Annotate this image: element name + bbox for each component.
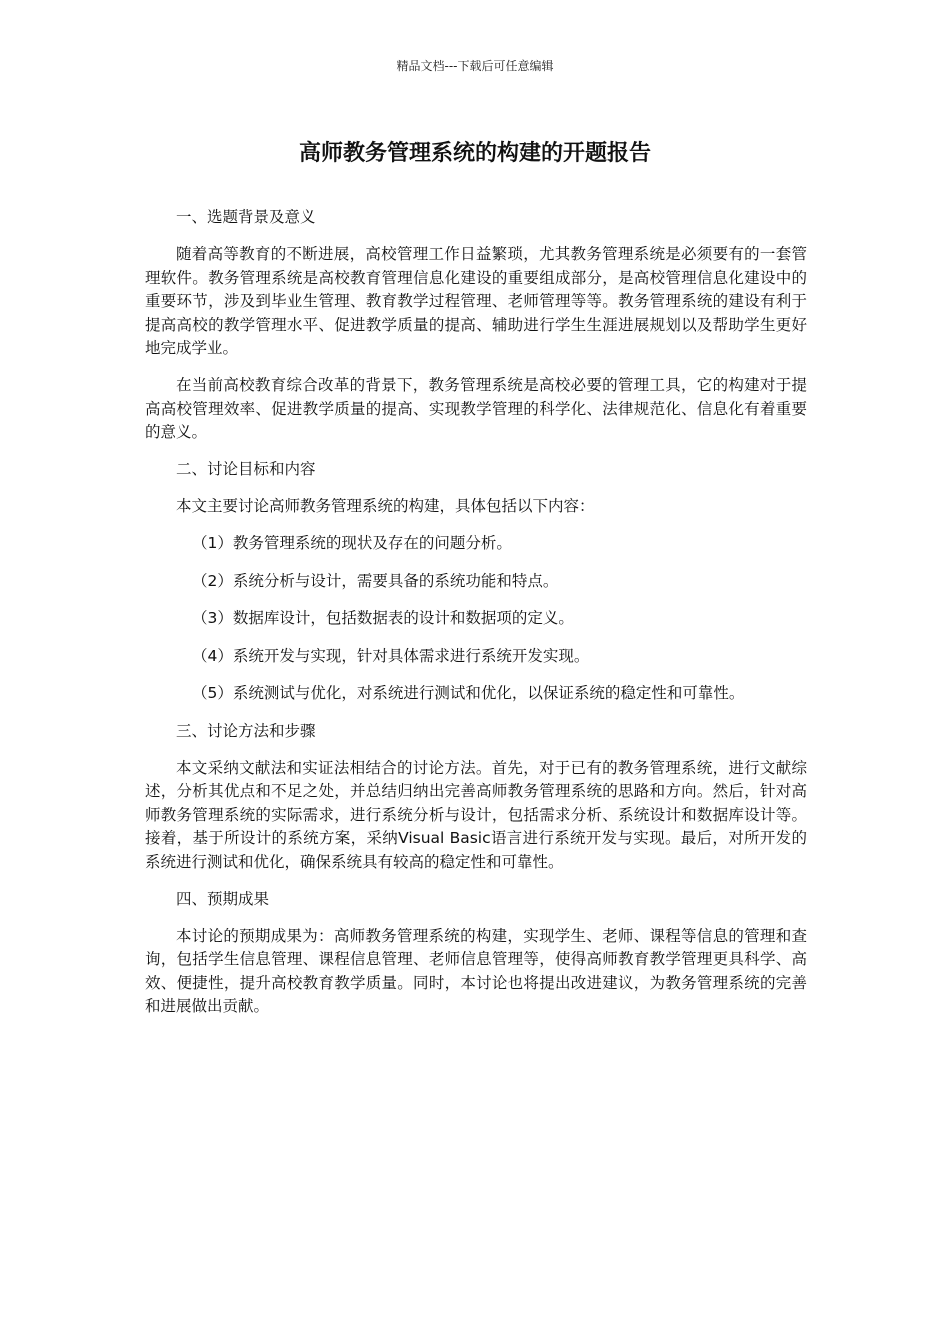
paragraph-background-1: 随着高等教育的不断进展，高校管理工作日益繁琐，尤其教务管理系统是必须要有的一套管理软件。教务管理系统是高校教育管理信息化建设的重要组成部分，是高校管理信息化建设中的重要环节，涉及到毕业生管理、教育教学过程管理、老师管理等等。教务管理系统的建设有利于提高高校的教学管理水平、促进教学质量的提高、辅助进行学生生涯进展规划以及帮助学生更好地完成学业。 xyxy=(145,245,807,357)
list-item: （2）系统分析与设计，需要具备的系统功能和特点。 xyxy=(192,571,559,590)
paragraph-outcomes: 本讨论的预期成果为：高师教务管理系统的构建，实现学生、老师、课程等信息的管理和查询，包括学生信息管理、课程信息管理、老师信息管理等，使得高师教育教学管理更具科学、高效、便捷性，提升高校教育教学质量。同时，本讨论也将提出改进建议，为教务管理系统的完善和进展做出贡献。 xyxy=(145,926,807,1015)
list-item: （1）教务管理系统的现状及存在的问题分析。 xyxy=(192,534,512,552)
list-item: （4）系统开发与实现，针对具体需求进行系统开发实现。 xyxy=(192,646,590,665)
running-header: 精品文档---下载后可任意编辑 xyxy=(396,59,554,73)
paragraph-methods: 本文采纳文献法和实证法相结合的讨论方法。首先，对于已有的教务管理系统，进行文献综述，分析其优点和不足之处，并总结归纳出完善高师教务管理系统的思路和方向。然后，针对高师教务管理系统的实际需求，进行系统分析与设计，包括需求分析、系统设计和数据库设计等。接着，基于所设计的系统方案，采纳Visual Basic语言进行系统开发与实现。最后，对所开发的系统进行测试和优化，确保系统具有较高的稳定性和可靠性。 xyxy=(145,758,807,871)
document-title: 高师教务管理系统的构建的开题报告 xyxy=(298,141,651,166)
paragraph-goals-intro: 本文主要讨论高师教务管理系统的构建，具体包括以下内容： xyxy=(176,497,595,515)
list-item: （3）数据库设计，包括数据表的设计和数据项的定义。 xyxy=(192,609,574,627)
paragraph-background-2: 在当前高校教育综合改革的背景下，教务管理系统是高校必要的管理工具，它的构建对于提高高校管理效率、促进教学质量的提高、实现教学管理的科学化、法律规范化、信息化有着重要的意义。 xyxy=(145,376,807,441)
section-heading-goals: 二、讨论目标和内容 xyxy=(176,460,316,478)
section-heading-methods: 三、讨论方法和步骤 xyxy=(176,721,316,740)
list-item: （5）系统测试与优化，对系统进行测试和优化，以保证系统的稳定性和可靠性。 xyxy=(192,684,745,702)
document-body xyxy=(145,206,807,1032)
section-heading-background: 一、选题背景及意义 xyxy=(176,208,316,226)
section-heading-outcomes: 四、预期成果 xyxy=(176,889,270,908)
